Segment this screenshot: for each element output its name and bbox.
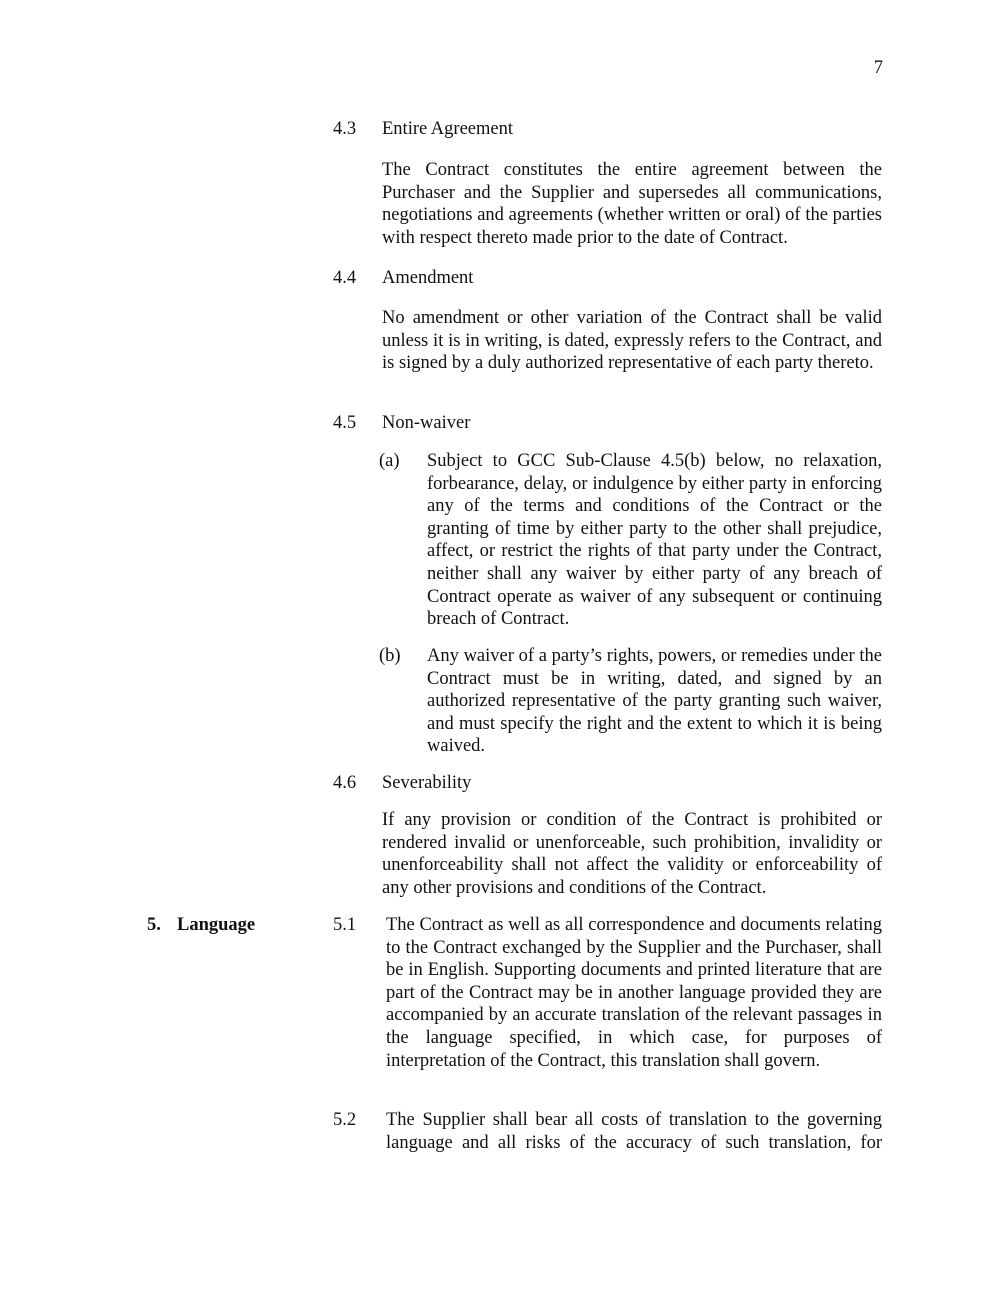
- clause-4-5-item-b-text: Any waiver of a party’s rights, powers, or remedies under the Contract must be in writing, dated, and signed by an authorized representative of the party granting such waiver, and must specify the right and the extent to which it is being waived.: [427, 646, 882, 757]
- clause-4-6-number: 4.6: [333, 773, 357, 793]
- clause-4-3-number: 4.3: [333, 119, 357, 139]
- section-5-title: [147, 914, 255, 937]
- section-5-title-text: Language: [177, 915, 256, 935]
- clause-4-5-item-b-label: (b): [379, 646, 401, 666]
- clause-4-6-text: If any provision or condition of the Contract is prohibited or rendered invalid or unenforceable, such prohibition, invalidity or unenforceability shall not affect the validity or enforceability of any other provisions and conditions of the Contract.: [382, 810, 882, 898]
- clause-4-4-text: No amendment or other variation of the Contract shall be valid unless it is in writing, is dated, expressly refers to the Contract, and is signed by a duly authorized representative of each party thereto.: [382, 308, 882, 374]
- page-number: 7: [873, 58, 883, 78]
- clause-4-5-heading: Non-waiver: [382, 413, 471, 433]
- clause-4-5-number: 4.5: [333, 413, 357, 433]
- clause-4-4-number: 4.4: [333, 268, 357, 288]
- clause-4-4-heading: Amendment: [382, 268, 474, 288]
- clause-5-1-text: The Contract as well as all correspondence and documents relating to the Contract exchanged by the Supplier and the Purchaser, shall be in English. Supporting documents and printed literature that are part of the Contract may be in another language provided they are accompanied by an accurate translation of the relevant passages in the language specified, in which case, for purposes of interpretation of the Contract, this translation shall govern.: [386, 915, 882, 1071]
- clause-5-1-number: 5.1: [333, 915, 357, 935]
- clause-4-6-heading: Severability: [382, 773, 472, 793]
- clause-5-2-number: 5.2: [333, 1110, 357, 1130]
- clause-4-5-item-a-label: (a): [379, 451, 400, 471]
- clause-5-2-text: The Supplier shall bear all costs of translation to the governing language and all risks of the accuracy of such translation, for: [386, 1110, 882, 1153]
- clause-4-5-item-a-text: Subject to GCC Sub-Clause 4.5(b) below, no relaxation, forbearance, delay, or indulgence by either party in enforcing any of the terms and conditions of the Contract or the granting of time by either party to the other shall prejudice, affect, or restrict the rights of that party under the Contract, neither shall any waiver by either party of any breach of Contract operate as waiver of any subsequent or continuing breach of Contract.: [427, 451, 882, 630]
- clause-4-3-text: The Contract constitutes the entire agreement between the Purchaser and the Supplier and supersedes all communications, negotiations and agreements (whether written or oral) of the parties with respect thereto made prior to the date of Contract.: [382, 160, 882, 248]
- section-5-number: 5.: [147, 915, 161, 935]
- clause-4-3-heading: Entire Agreement: [382, 119, 513, 139]
